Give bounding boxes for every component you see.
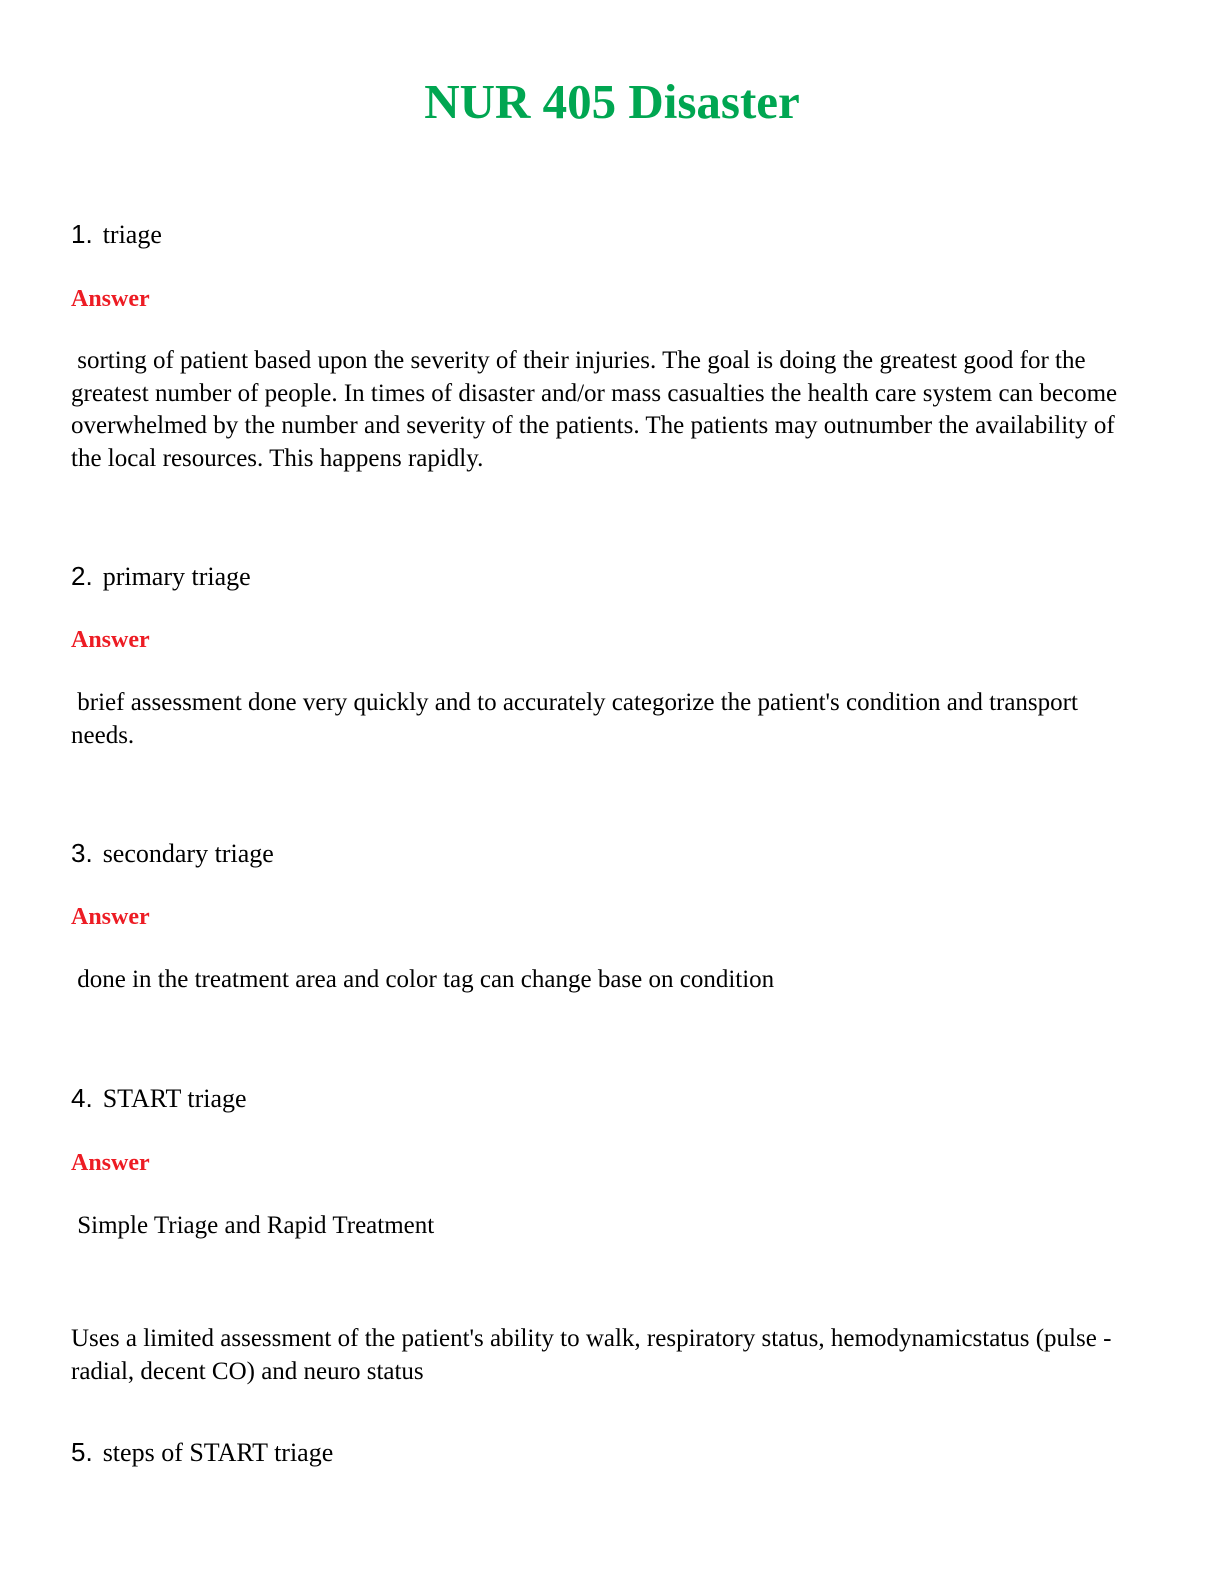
question-text: triage [102,220,162,249]
question-number: 2. [71,561,93,591]
question-text: steps of START triage [102,1438,334,1467]
answer-text-1: sorting of patient based upon the severity of their injuries. The goal is doing the greatest good for the greatest number of people. In times of disaster and/or mass casualties the health care system can become overwhelmed by the number and severity of the patients. The patients may outnumber the availability of the local resources. This happens rapidly. [71,347,1124,472]
question-text: primary triage [102,562,251,591]
answer-label: Answer [71,1150,150,1176]
answer-label: Answer [71,627,150,653]
question-number: 5. [71,1437,93,1467]
page-title: NUR 405 Disaster [424,74,800,129]
question-text: START triage [102,1084,247,1113]
answer-label: Answer [71,286,150,312]
question-1 [71,218,1141,251]
answer-label: Answer [71,904,150,930]
answer-text-3: done in the treatment area and color tag can change base on condition [71,966,775,993]
question-number: 1. [71,219,93,249]
question-3 [71,837,1141,870]
question-2 [71,560,1141,593]
question-4 [71,1082,1141,1115]
question-number: 3. [71,838,93,868]
question-5 [71,1436,1141,1469]
answer-text-2: brief assessment done very quickly and to accurately categorize the patient's condition and transport needs. [71,689,1085,749]
answer-note-4: Uses a limited assessment of the patient's ability to walk, respiratory status, hemodynamicstatus (pulse - radial, decent CO) and neuro status [71,1325,1118,1385]
question-text: secondary triage [102,839,274,868]
answer-text-4: Simple Triage and Rapid Treatment [71,1212,435,1239]
question-number: 4. [71,1083,93,1113]
